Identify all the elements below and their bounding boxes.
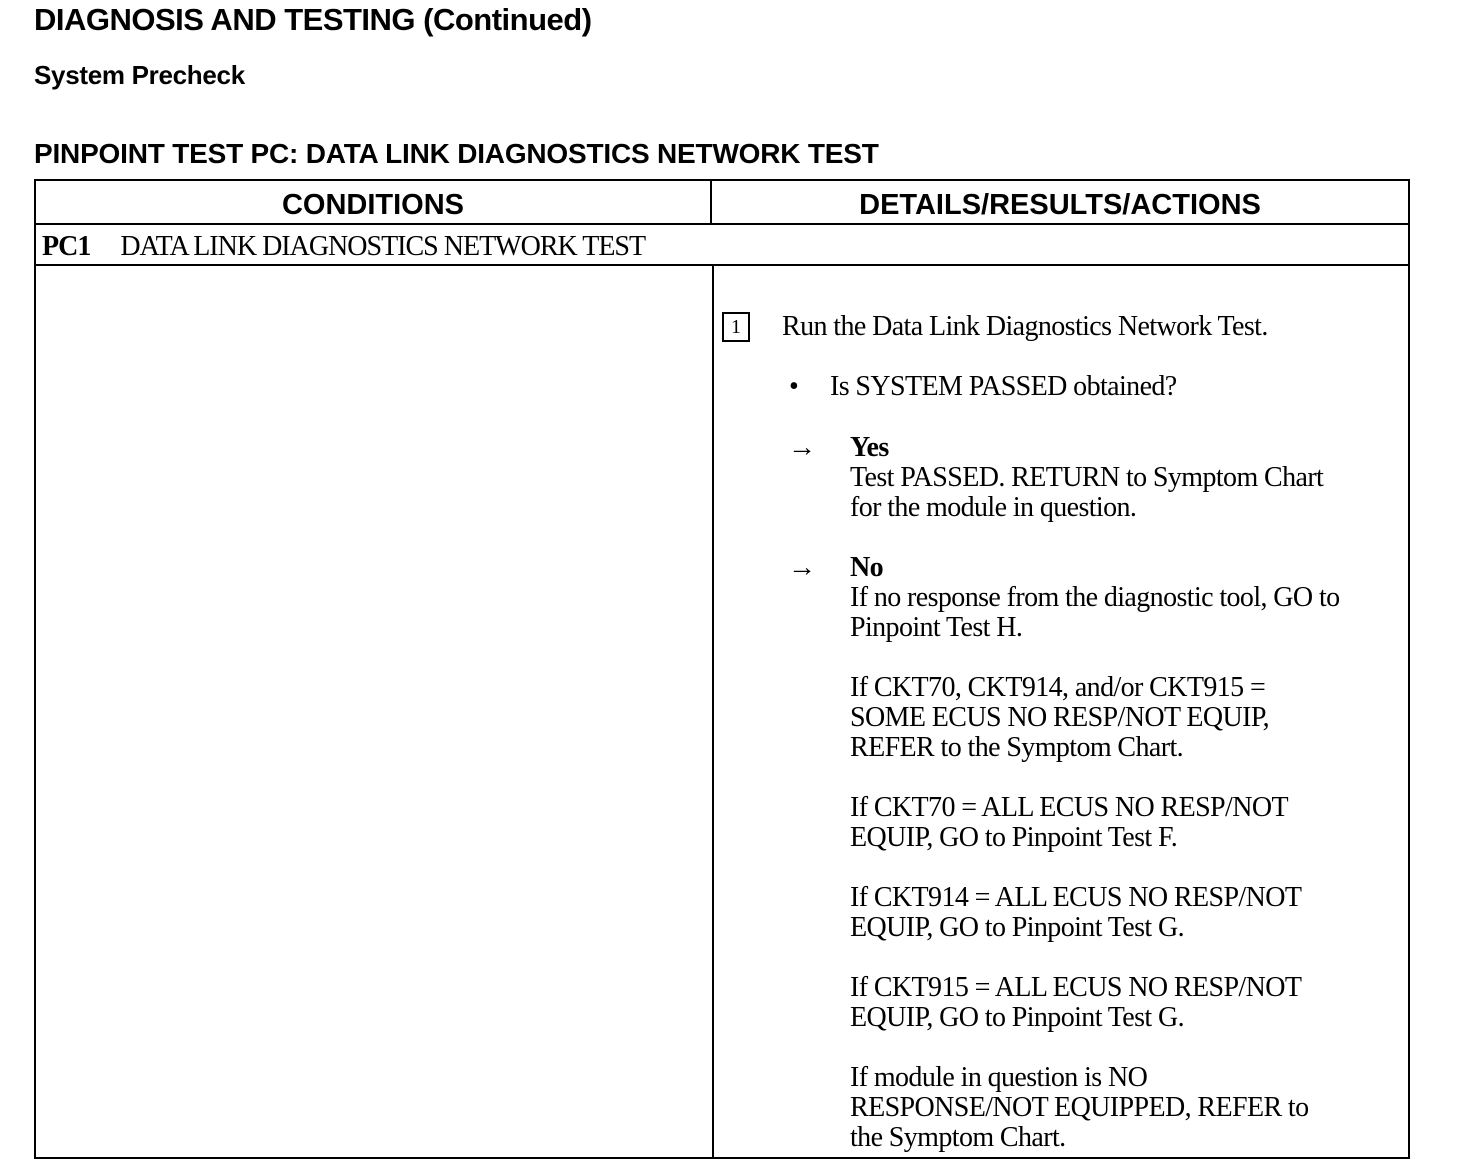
step-instruction: Run the Data Link Diagnostics Network Test. [782,311,1268,342]
no-action-line: If no response from the diagnostic tool, GO to [850,582,1340,613]
yes-label: Yes [850,432,889,463]
body-column-divider [712,264,714,1157]
no-action-line: If module in question is NO [850,1062,1148,1093]
yes-result-line: for the module in question. [850,492,1137,523]
no-action-line: If CKT914 = ALL ECUS NO RESP/NOT [850,882,1302,913]
no-action-line: If CKT70, CKT914, and/or CKT915 = [850,672,1266,703]
bullet-icon: • [789,371,799,402]
page-title: DIAGNOSIS AND TESTING (Continued) [34,2,592,37]
no-arrow-icon: → [788,552,816,583]
yes-result-line: Test PASSED. RETURN to Symptom Chart [850,462,1324,493]
details-header: DETAILS/RESULTS/ACTIONS [859,189,1261,221]
no-action-line: RESPONSE/NOT EQUIPPED, REFER to [850,1092,1309,1123]
no-action-line: EQUIP, GO to Pinpoint Test F. [850,822,1178,853]
no-action-line: Pinpoint Test H. [850,612,1023,643]
header-divider [36,223,1408,225]
pc1-code: PC1 [42,231,91,262]
pinpoint-test-table [34,179,1410,1159]
pinpoint-test-title: PINPOINT TEST PC: DATA LINK DIAGNOSTICS NETWORK TEST [34,138,879,169]
conditions-cell [36,266,710,1157]
step-question: Is SYSTEM PASSED obtained? [830,371,1177,402]
pc1-title: DATA LINK DIAGNOSTICS NETWORK TEST [120,231,646,262]
no-action-line: If CKT915 = ALL ECUS NO RESP/NOT [850,972,1302,1003]
conditions-header: CONDITIONS [281,189,465,221]
section-subtitle: System Precheck [34,60,245,90]
no-action-line: EQUIP, GO to Pinpoint Test G. [850,1002,1185,1033]
no-label: No [850,552,884,583]
no-action-line: EQUIP, GO to Pinpoint Test G. [850,912,1185,943]
no-action-line: the Symptom Chart. [850,1122,1066,1153]
step-number-box: 1 [722,312,750,342]
no-action-line: REFER to the Symptom Chart. [850,732,1184,763]
no-action-line: If CKT70 = ALL ECUS NO RESP/NOT [850,792,1288,823]
no-action-line: SOME ECUS NO RESP/NOT EQUIP, [850,702,1270,733]
pc1-row [42,231,645,263]
yes-arrow-icon: → [788,432,816,463]
